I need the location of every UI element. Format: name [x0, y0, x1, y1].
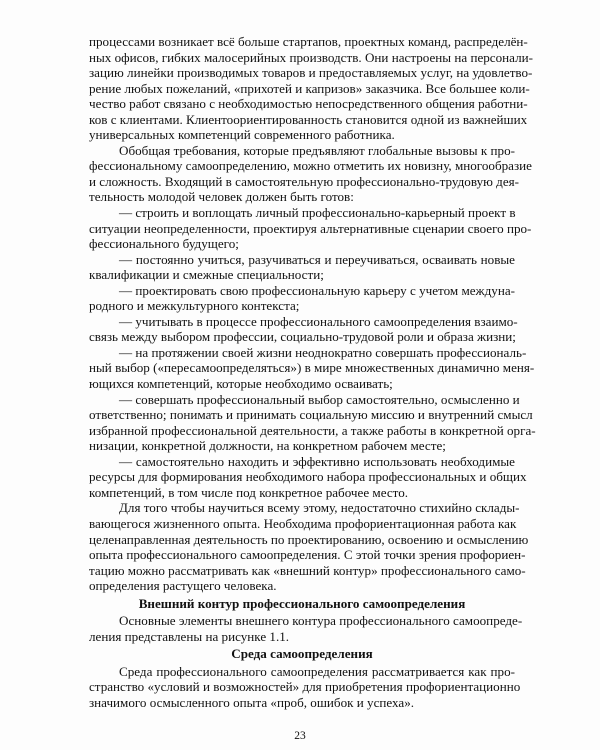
text-line: тельность молодой человек должен быть готов:: [89, 189, 354, 205]
body-paragraph: [89, 283, 515, 314]
text-line: вающегося жизненного опыта. Необходима профориентационная работа как: [89, 515, 517, 531]
body-paragraph: [89, 205, 532, 252]
text-line: ресурсы для формирования необходимого набора профессиональных и общих: [89, 469, 527, 485]
text-line: Для того чтобы научиться всему этому, недостаточно стихийно склады-: [119, 500, 520, 516]
text-line: и сложность. Входящий в самостоятельную профессионально-трудовую дея-: [89, 173, 520, 189]
text-line: рение любых пожеланий, «прихотей и капризов» заказчика. Все большее коли-: [89, 80, 530, 96]
body-paragraph: [89, 391, 536, 454]
text-line: родного и межкультурного контекста;: [89, 298, 300, 314]
text-line: чество работ связано с необходимостью непосредственного общения работни-: [89, 96, 528, 112]
text-line: низации, конкретной должности, на конкретном рабочем месте;: [89, 438, 446, 454]
text-line: ных офисов, гибких малосерийных производств. Они настроены на персонали-: [89, 49, 533, 65]
text-line: ный выбор («пересамоопределяться») в мире множественных динамично меня-: [89, 360, 535, 376]
text-line: Основные элементы внешнего контура профессионального самоопреде-: [119, 613, 523, 629]
text-line: квалификации и смежные специальности;: [89, 267, 324, 283]
text-line: фессиональному самоопределению, можно отметить их новизну, многообразие: [89, 158, 532, 174]
body-paragraph: [89, 344, 535, 392]
body-paragraph: [89, 613, 523, 644]
text-line: фессионального будущего;: [89, 236, 239, 252]
text-line: Обобщая требования, которые предъявляют глобальные вызовы к про-: [119, 142, 515, 158]
text-line: — постоянно учиться, разучиваться и переучиваться, осваивать новые: [119, 251, 515, 267]
text-line: — проектировать свою профессиональную карьеру с учетом междуна-: [119, 282, 515, 298]
text-line: — самостоятельно находить и эффективно использовать необходимые: [119, 453, 515, 469]
page-body: [89, 34, 536, 711]
text-line: процессами возникает всё больше стартапов, проектных команд, распределён-: [89, 34, 528, 49]
text-line: ситуации неопределенности, проектируя альтернативные сценарии своего про-: [89, 220, 532, 236]
text-line: странство «условий и возможностей» для приобретения профориентационно: [89, 679, 521, 695]
text-line: зацию линейки производимых товаров и предоставляемых услуг, на удовлетво-: [89, 65, 533, 81]
text-line: — на протяжении своей жизни неоднократно совершать профессиональ-: [119, 344, 527, 360]
text-line: — совершать профессиональный выбор самостоятельно, осмысленно и: [119, 391, 520, 407]
body-paragraph: [89, 313, 518, 345]
text-line: универсальных компетенций современного работника.: [89, 127, 395, 143]
text-line: Среда профессионального самоопределения рассматривается как про-: [119, 663, 515, 679]
body-paragraph: [89, 500, 529, 594]
text-line: определения растущего человека.: [89, 578, 277, 594]
text-line: — учитывать в процессе профессионального самоопределения взаимо-: [119, 313, 518, 329]
text-line: тацию можно рассматривать как «внешний контур» профессионального само-: [89, 562, 526, 578]
text-line: опыта профессионального самоопределения. С этой точки зрения профориен-: [89, 547, 526, 563]
text-line: значимого осмысленного опыта «проб, ошибок и успеха».: [89, 694, 415, 710]
text-line: связь между выбором профессии, социально-трудовой роли и образа жизни;: [89, 329, 516, 345]
text-line: избранной профессиональной деятельности, а также работы в конкретной орга-: [89, 422, 536, 438]
text-line: ков с клиентами. Клиентоориентированность становится одной из важнейших: [89, 111, 528, 127]
body-paragraph: [89, 34, 533, 143]
text-line: ления представлены на рисунке 1.1.: [89, 628, 290, 644]
body-paragraph: [89, 252, 515, 283]
text-line: ющихся компетенций, которые необходимо осваивать;: [89, 376, 393, 392]
body-paragraph: [89, 142, 532, 205]
page-number: 23: [294, 730, 306, 742]
text-line: целенаправленная деятельность по проектированию, освоению и осмыслению: [89, 531, 529, 547]
text-line: ответственно; понимать и принимать социальную миссию и внутренний смысл: [89, 407, 533, 423]
section-heading: Среда самоопределения: [231, 646, 373, 662]
body-paragraph: [89, 663, 521, 711]
section-heading: Внешний контур профессионального самоопределения: [138, 595, 466, 611]
body-paragraph: [89, 453, 527, 501]
text-line: компетенций, в том числе под конкретное рабочее место.: [89, 484, 409, 500]
text-line: — строить и воплощать личный профессионально-карьерный проект в: [119, 205, 516, 221]
